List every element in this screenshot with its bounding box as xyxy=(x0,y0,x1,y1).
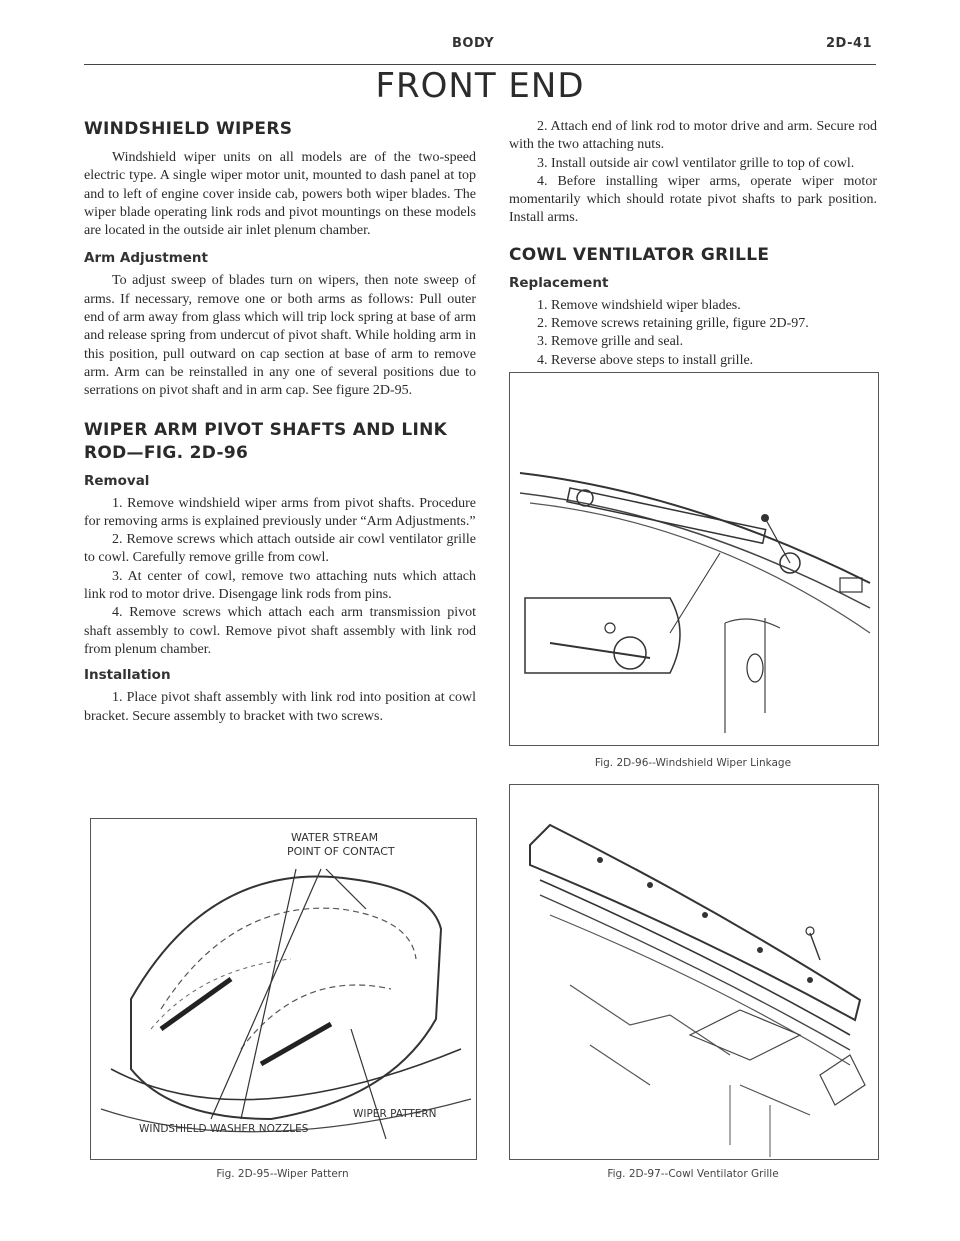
label-point-of-contact: POINT OF CONTACT xyxy=(287,845,395,858)
wipers-heading: WINDSHIELD WIPERS xyxy=(84,119,293,139)
arm-adjustment-paragraph: To adjust sweep of blades turn on wipers, then note sweep of arms. If necessary, remove one or both arms as follows: Pull outer end of arm away from glass which will trip lock spring at base of arm and release spring from undercut of pivot shaft. While holding arm in this position, pull outward on cap section at base of arm to remove arm. Arm can be reinstalled in any one of several positions due to serrations on pivot shaft and in arm cap. See figure 2D-95. xyxy=(84,273,476,399)
removal-step: 2. Remove screws which attach outside air cowl ventilator grille to cowl. Carefully remove grille from cowl. xyxy=(84,532,476,566)
wiper-linkage-figure xyxy=(509,372,879,746)
label-washer-nozzles: WINDSHIELD WASHER NOZZLES xyxy=(139,1123,309,1135)
continued-step: 3. Install outside air cowl ventilator grille to top of cowl. xyxy=(537,155,855,171)
right-column xyxy=(509,118,877,370)
continued-steps xyxy=(509,118,877,228)
header-section: BODY xyxy=(452,36,495,51)
figure-96-caption: Fig. 2D-96--Windshield Wiper Linkage xyxy=(594,757,792,769)
figure-95-caption: Fig. 2D-95--Wiper Pattern xyxy=(216,1168,349,1180)
removal-heading: Removal xyxy=(84,472,150,489)
replacement-step: 3. Remove grille and seal. xyxy=(537,334,684,350)
replacement-step: 2. Remove screws retaining grille, figure 2D-97. xyxy=(537,316,809,332)
header-page-number: 2D-41 xyxy=(826,36,873,51)
pivot-heading: WIPER ARM PIVOT SHAFTS AND LINK ROD—FIG. 2D-96 xyxy=(84,419,448,463)
continued-step: 4. Before installing wiper arms, operate wiper motor momentarily which should rotate pivot shafts to park position. Install arms. xyxy=(509,173,877,226)
replacement-step: 4. Reverse above steps to install grille. xyxy=(537,352,754,368)
label-water-stream: WATER STREAM xyxy=(291,831,379,844)
page-title: FRONT END xyxy=(375,66,585,106)
wiper-linkage-illustration xyxy=(510,373,878,745)
removal-step: 4. Remove screws which attach each arm transmission pivot shaft assembly to cowl. Remove pivot shaft assembly with link rod from plenum chamber. xyxy=(84,605,476,657)
removal-step: 1. Remove windshield wiper arms from pivot shafts. Procedure for removing arms is explained previously under “Arm Adjustments.” xyxy=(84,495,476,529)
label-wiper-pattern: WIPER PATTERN xyxy=(353,1108,437,1120)
left-column xyxy=(84,118,476,726)
header-rule xyxy=(84,64,876,65)
replacement-heading: Replacement xyxy=(509,274,609,291)
figure-97-caption: Fig. 2D-97--Cowl Ventilator Grille xyxy=(607,1168,779,1180)
removal-steps xyxy=(84,495,476,660)
arm-adjustment-heading: Arm Adjustment xyxy=(84,250,208,267)
installation-step: 1. Place pivot shaft assembly with link rod into position at cowl bracket. Secure assembly to bracket with two screws. xyxy=(84,690,476,724)
cowl-grille-illustration xyxy=(510,785,878,1159)
wiper-pattern-figure xyxy=(90,818,477,1160)
wiper-pattern-illustration xyxy=(91,819,476,1159)
replacement-steps xyxy=(509,297,877,370)
installation-heading: Installation xyxy=(84,667,171,684)
grille-heading: COWL VENTILATOR GRILLE xyxy=(509,244,770,265)
cowl-grille-figure xyxy=(509,784,879,1160)
continued-step: 2. Attach end of link rod to motor drive and arm. Secure rod with the two attaching nuts. xyxy=(509,119,877,153)
wipers-paragraph: Windshield wiper units on all models are of the two-speed electric type. A single wiper motor unit, mounted to dash panel at top and to left of engine cover inside cab, powers both wiper blades. The wiper blade operating link rods and pivot mountings on these models are located in the outside air inlet plenum chamber. xyxy=(84,150,476,239)
replacement-step: 1. Remove windshield wiper blades. xyxy=(537,297,741,313)
removal-step: 3. At center of cowl, remove two attaching nuts which attach link rod to motor drive. Disengage link rods from pins. xyxy=(84,568,476,603)
